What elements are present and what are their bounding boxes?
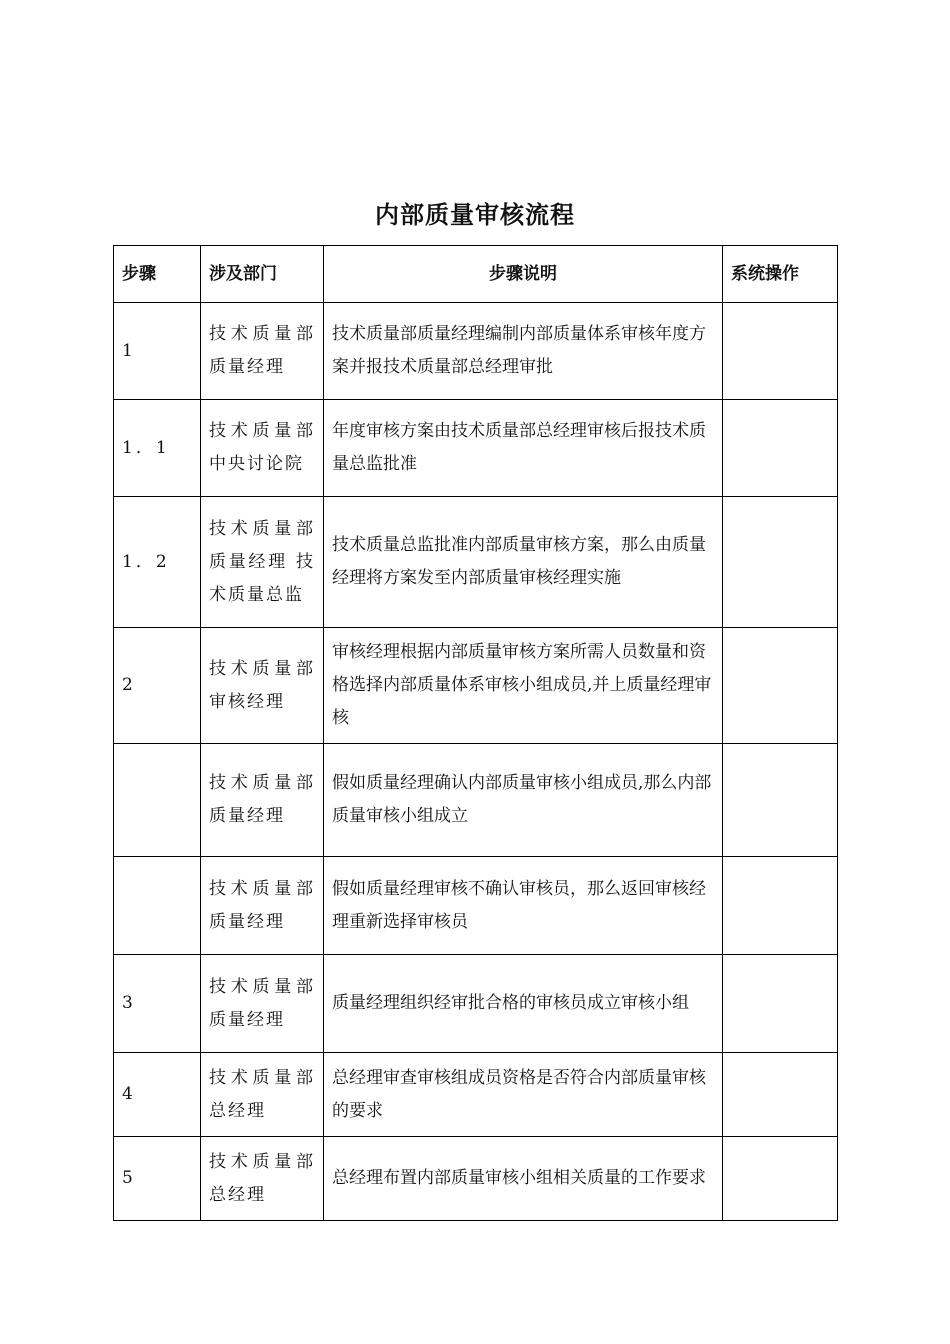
header-department: 涉及部门 <box>201 246 324 303</box>
table-row <box>114 400 838 497</box>
step-cell: 3 <box>114 955 201 1053</box>
step-cell: 5 <box>114 1137 201 1221</box>
description-cell: 假如质量经理确认内部质量审核小组成员,那么内部质量审核小组成立 <box>324 744 723 857</box>
department-cell: 技术质量部审核经理 <box>201 628 324 744</box>
system-operation-cell <box>723 1053 838 1137</box>
system-operation-cell <box>723 628 838 744</box>
system-operation-cell <box>723 400 838 497</box>
table-row <box>114 1053 838 1137</box>
step-cell: 1 <box>114 303 201 400</box>
department-cell: 技术质量部质量经理 技术质量总监 <box>201 497 324 628</box>
table-row <box>114 955 838 1053</box>
description-cell: 技术质量总监批准内部质量审核方案，那么由质量经理将方案发至内部质量审核经理实施 <box>324 497 723 628</box>
department-cell: 技术质量部质量经理 <box>201 857 324 955</box>
description-cell: 年度审核方案由技术质量部总经理审核后报技术质量总监批准 <box>324 400 723 497</box>
header-step: 步骤 <box>114 246 201 303</box>
table-row <box>114 857 838 955</box>
step-cell <box>114 857 201 955</box>
description-cell: 审核经理根据内部质量审核方案所需人员数量和资格选择内部质量体系审核小组成员,并上质量经理审核 <box>324 628 723 744</box>
description-cell: 总经理审查审核组成员资格是否符合内部质量审核的要求 <box>324 1053 723 1137</box>
department-cell: 技术质量部质量经理 <box>201 303 324 400</box>
system-operation-cell <box>723 303 838 400</box>
system-operation-cell <box>723 744 838 857</box>
table-row <box>114 1137 838 1221</box>
department-cell: 技术质量部中央讨论院 <box>201 400 324 497</box>
step-cell: 1．2 <box>114 497 201 628</box>
description-cell: 质量经理组织经审批合格的审核员成立审核小组 <box>324 955 723 1053</box>
description-cell: 技术质量部质量经理编制内部质量体系审核年度方案并报技术质量部总经理审批 <box>324 303 723 400</box>
step-cell: 2 <box>114 628 201 744</box>
system-operation-cell <box>723 955 838 1053</box>
department-cell: 技术质量部质量经理 <box>201 955 324 1053</box>
header-system-operation: 系统操作 <box>723 246 838 303</box>
system-operation-cell <box>723 857 838 955</box>
step-cell: 4 <box>114 1053 201 1137</box>
department-cell: 技术质量部质量经理 <box>201 744 324 857</box>
description-cell: 假如质量经理审核不确认审核员，那么返回审核经理重新选择审核员 <box>324 857 723 955</box>
table-row <box>114 628 838 744</box>
system-operation-cell <box>723 497 838 628</box>
description-cell: 总经理布置内部质量审核小组相关质量的工作要求 <box>324 1137 723 1221</box>
table-row <box>114 497 838 628</box>
document-title: 内部质量审核流程 <box>375 201 575 229</box>
table-header-row <box>114 246 838 303</box>
department-cell: 技术质量部总经理 <box>201 1053 324 1137</box>
header-description: 步骤说明 <box>324 246 723 303</box>
department-cell: 技术质量部总经理 <box>201 1137 324 1221</box>
table-row <box>114 303 838 400</box>
system-operation-cell <box>723 1137 838 1221</box>
step-cell <box>114 744 201 857</box>
table-row <box>114 744 838 857</box>
process-table <box>113 245 838 1221</box>
step-cell: 1．1 <box>114 400 201 497</box>
